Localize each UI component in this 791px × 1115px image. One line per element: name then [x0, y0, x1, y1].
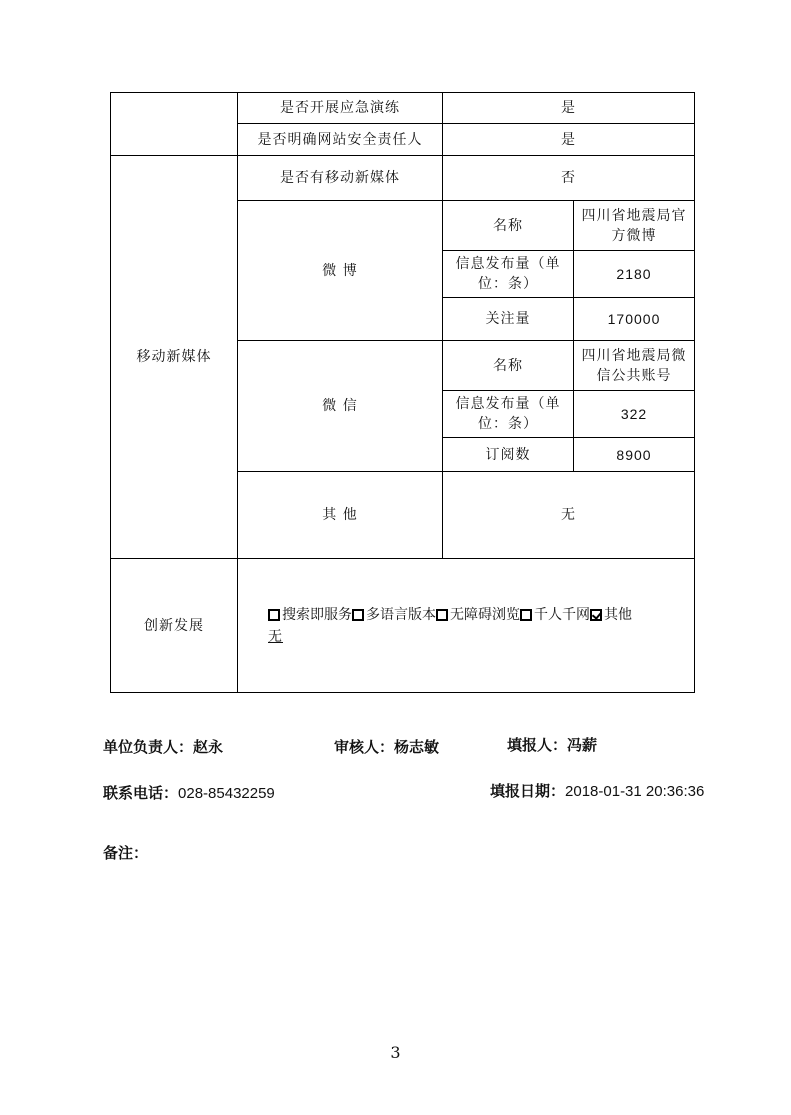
date-line: [490, 780, 704, 801]
innovation-label: 创新发展: [111, 559, 238, 693]
page-number: 3: [390, 1043, 401, 1062]
wechat-label: 微 信: [238, 341, 443, 472]
table-row: [111, 559, 695, 693]
checkbox-icon[interactable]: [352, 609, 364, 621]
wechat-subscribers-label: 订阅数: [443, 438, 574, 472]
phone-line: [103, 782, 275, 803]
wechat-posts-label: 信息发布量（单位：条）: [443, 391, 574, 438]
option-label: 多语言版本: [366, 606, 436, 623]
option-label: 千人千网: [534, 606, 590, 623]
unit-head-name: 赵永: [193, 738, 224, 756]
checkbox-icon[interactable]: [520, 609, 532, 621]
option-search-service[interactable]: [268, 607, 352, 623]
unit-head-label: 单位负责人：: [103, 738, 194, 756]
innovation-options: [268, 604, 690, 626]
unit-head-line: [103, 736, 223, 757]
weibo-name-label: 名称: [443, 201, 574, 251]
innovation-options-cell: [238, 559, 695, 693]
date-label: 填报日期：: [490, 782, 566, 800]
emergency-drill-label: 是否开展应急演练: [238, 93, 443, 124]
checked-checkbox-icon[interactable]: [590, 609, 602, 621]
table-row: [111, 93, 695, 124]
report-table: [110, 92, 695, 693]
emergency-drill-value: 是: [443, 93, 695, 124]
security-responsible-value: 是: [443, 124, 695, 156]
filler-label: 填报人：: [507, 736, 568, 754]
other-media-value: 无: [443, 472, 695, 559]
filler-line: [507, 734, 597, 755]
weibo-label: 微 博: [238, 201, 443, 341]
reviewer-line: [334, 736, 439, 757]
filler-name: 冯薪: [567, 736, 598, 754]
innovation-other-value: 无: [268, 628, 283, 645]
weibo-posts-label: 信息发布量（单位：条）: [443, 251, 574, 298]
weibo-name-value: 四川省地震局官方微博: [574, 201, 695, 251]
fill-date: 2018-01-31 20:36:36: [565, 783, 705, 800]
wechat-name-label: 名称: [443, 341, 574, 391]
phone-number: 028-85432259: [178, 785, 275, 802]
option-accessibility[interactable]: [436, 607, 520, 623]
wechat-name-value: 四川省地震局微信公共账号: [574, 341, 695, 391]
weibo-posts-value: 2180: [574, 251, 695, 298]
weibo-followers-label: 关注量: [443, 298, 574, 341]
option-label: 其他: [604, 606, 632, 623]
option-label: 搜索即服务: [282, 606, 352, 623]
option-multilingual[interactable]: [352, 607, 436, 623]
security-responsible-label: 是否明确网站安全责任人: [238, 124, 443, 156]
option-personalized[interactable]: [520, 607, 590, 623]
table-row: [111, 156, 695, 201]
checkbox-icon[interactable]: [436, 609, 448, 621]
checkbox-icon[interactable]: [268, 609, 280, 621]
other-media-label: 其 他: [238, 472, 443, 559]
has-app-value: 否: [443, 156, 695, 201]
blank-section-cell: [111, 93, 238, 156]
weibo-followers-value: 170000: [574, 298, 695, 341]
option-label: 无障碍浏览: [450, 606, 520, 623]
remarks-label: 备注：: [103, 844, 149, 862]
wechat-subscribers-value: 8900: [574, 438, 695, 472]
wechat-posts-value: 322: [574, 391, 695, 438]
mobile-media-section-label: 移动新媒体: [111, 156, 238, 559]
phone-label: 联系电话：: [103, 784, 179, 802]
reviewer-label: 审核人：: [334, 738, 395, 756]
has-app-label: 是否有移动新媒体: [238, 156, 443, 201]
option-other[interactable]: [590, 607, 632, 623]
reviewer-name: 杨志敏: [394, 738, 440, 756]
